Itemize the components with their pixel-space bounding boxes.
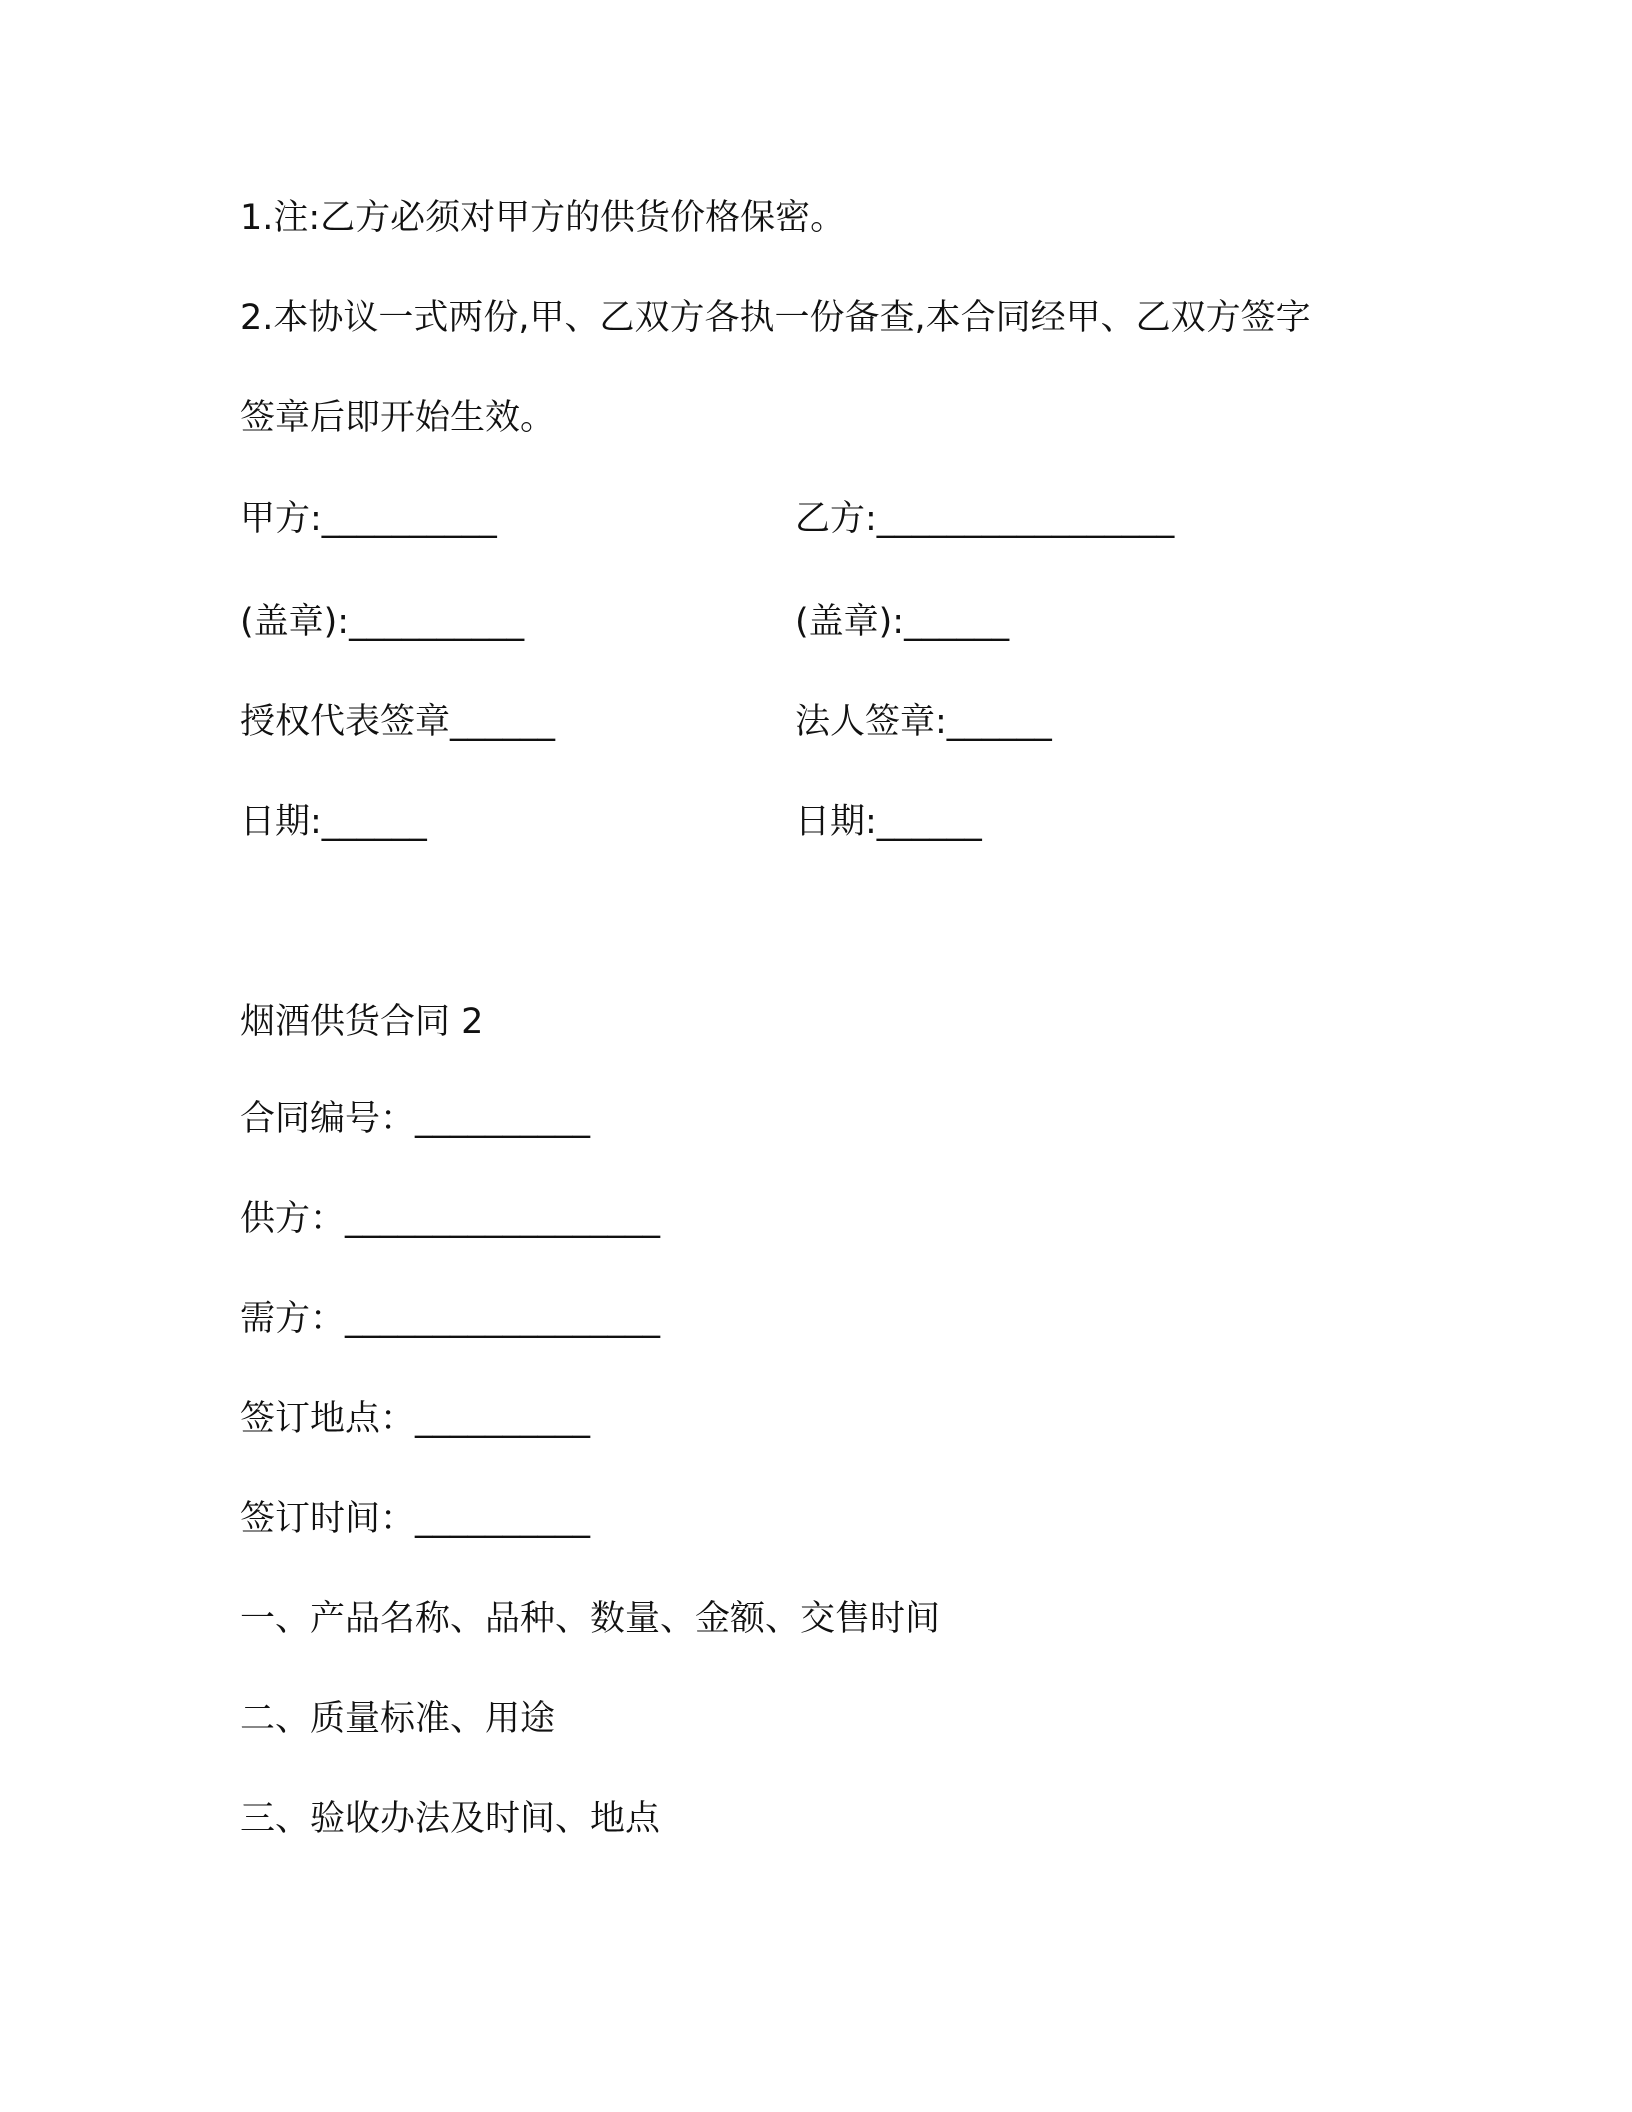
party-a-representative-field: 授权代表签章______: [240, 702, 556, 742]
agreement-clause-line2: 签章后即开始生效。: [240, 398, 556, 438]
party-a-name-field: 甲方:__________: [240, 499, 497, 539]
section-heading: 三、验收办法及时间、地点: [240, 1799, 661, 1839]
party-b-legal-rep-field: 法人签章:______: [795, 702, 1052, 742]
signing-time-field: 签订时间：__________: [240, 1499, 591, 1539]
section-heading: 一、产品名称、品种、数量、金额、交售时间: [240, 1599, 941, 1639]
party-b-date-field: 日期:______: [795, 802, 982, 842]
signing-place-field: 签订地点：__________: [240, 1399, 591, 1439]
agreement-clause-line1: 2.本协议一式两份,甲、乙双方各执一份备查,本合同经甲、乙双方签字: [240, 298, 1311, 338]
contract-title: 烟酒供货合同 2: [240, 1002, 484, 1042]
party-b-name-field: 乙方:_________________: [795, 499, 1175, 539]
buyer-field: 需方：__________________: [240, 1299, 661, 1339]
party-a-date-field: 日期:______: [240, 802, 427, 842]
party-b-seal-field: (盖章):______: [795, 602, 1010, 642]
party-a-seal-field: (盖章):__________: [240, 602, 525, 642]
section-heading: 二、质量标准、用途: [240, 1699, 556, 1739]
supplier-field: 供方：__________________: [240, 1199, 661, 1239]
confidentiality-note: 1.注:乙方必须对甲方的供货价格保密。: [240, 198, 846, 238]
contract-number-field: 合同编号：__________: [240, 1099, 591, 1139]
